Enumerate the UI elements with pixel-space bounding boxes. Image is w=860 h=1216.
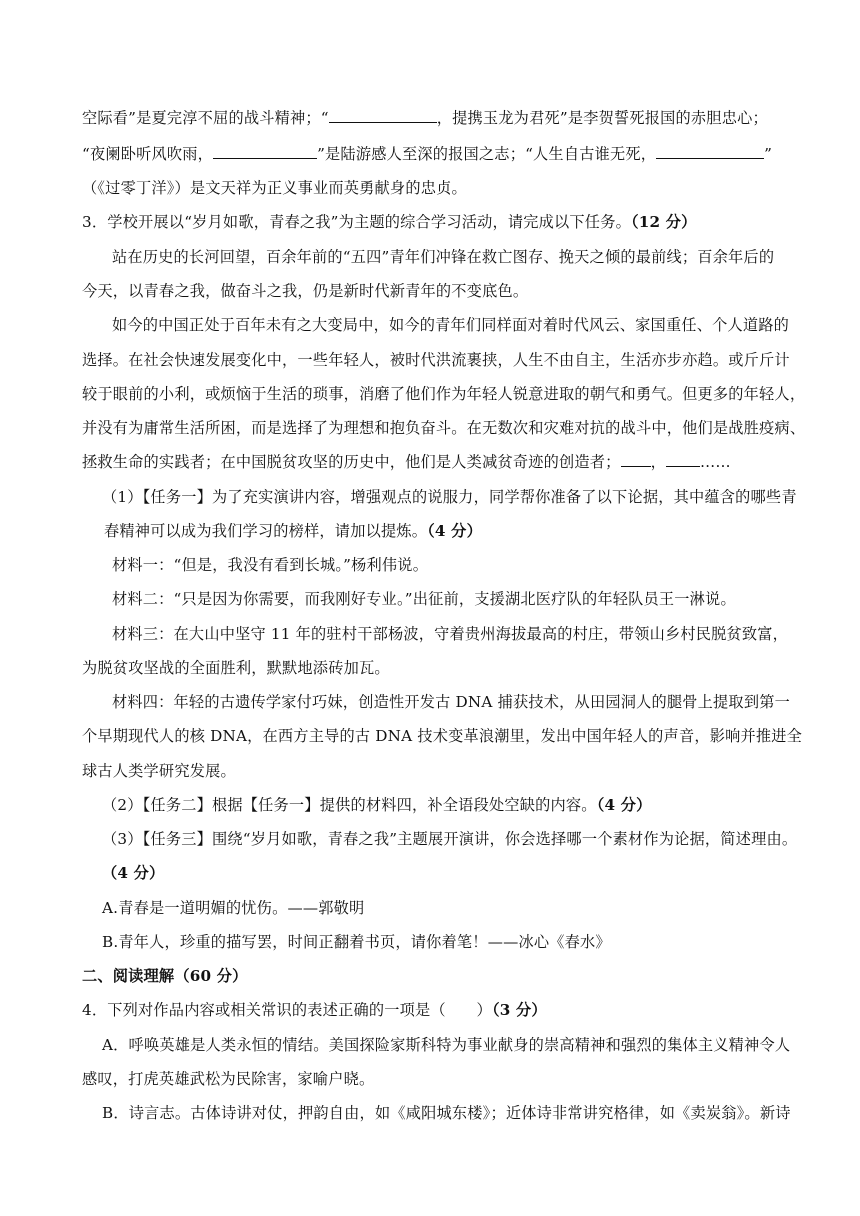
task-2 <box>102 795 652 815</box>
q4-option-b-line-1: B．诗言志。古体诗讲对仗，押韵自由，如《咸阳城东楼》；近体诗非常讲究格律，如《卖炭翁》。新诗 <box>102 1104 791 1122</box>
material-1: 材料一：“但是，我没有看到长城。”杨利伟说。 <box>112 556 429 574</box>
fill-blank[interactable] <box>666 452 700 467</box>
question-4-stem <box>82 1000 547 1020</box>
paragraph-line: 较于眼前的小利，或烦恼于生活的琐事，消磨了他们作为年轻人锐意进取的朝气和勇气。但更多的年轻人， <box>82 385 806 403</box>
poem-line-1 <box>82 108 768 128</box>
material-3-line-2: 为脱贫攻坚战的全面胜利，默默地添砖加瓦。 <box>82 659 390 677</box>
text: 空际看”是夏完淳不屈的战斗精神；“ <box>82 109 329 127</box>
paragraph-line: 选择。在社会快速发展变化中，一些年轻人，被时代洪流裹挟，人生不由自主，生活亦步亦趋。或斤斤计 <box>82 351 790 369</box>
fill-blank[interactable] <box>213 144 317 159</box>
paragraph-line: 并没有为庸常生活所困，而是选择了为理想和抱负奋斗。在无数次和灾难对抗的战斗中，他们是战胜疫病、 <box>82 419 806 437</box>
text: ” <box>764 145 773 163</box>
option-a: A.青春是一道明媚的忧伤。——郭敬明 <box>102 899 365 917</box>
material-4-line-3: 球古人类学研究发展。 <box>82 762 236 780</box>
text: 4．下列对作品内容或相关常识的表述正确的一项是（ ） <box>82 1001 492 1019</box>
q4-option-a-line-1: A．呼唤英雄是人类永恒的情结。美国探险家斯科特为事业献身的崇高精神和强烈的集体主义精神令人 <box>102 1036 791 1054</box>
option-b: B.青年人，珍重的描写罢，时间正翻着书页，请你着笔！——冰心《春水》 <box>102 933 611 951</box>
text: 拯救生命的实践者；在中国脱贫攻坚的历史中，他们是人类减贫奇迹的创造者； <box>82 453 621 471</box>
paragraph-line: 今天，以青春之我，做奋斗之我，仍是新时代新青年的不变底色。 <box>82 282 529 300</box>
paragraph-line <box>82 452 731 472</box>
paragraph-line: 如今的中国正处于百年未有之大变局中，如今的青年们同样面对着时代风云、家国重任、个人道路的 <box>112 316 790 334</box>
material-3-line-1: 材料三：在大山中坚守 11 年的驻村干部杨波，守着贵州海拔最高的村庄，带领山乡村民脱贫致富， <box>112 625 789 643</box>
text: （2）【任务二】根据【任务一】提供的材料四，补全语段处空缺的内容。 <box>102 796 597 814</box>
task-1-line-1: （1）【任务一】为了充实演讲内容，增强观点的说服力，同学帮你准备了以下论据，其中蕴含的哪些青 <box>102 488 797 506</box>
material-2: 材料二：“只是因为你需要，而我刚好专业。”出征前，支援湖北医疗队的年轻队员王一淋说。 <box>112 590 736 608</box>
text: ， <box>650 453 666 471</box>
text: 春精神可以成为我们学习的榜样，请加以提炼。 <box>104 522 428 540</box>
paragraph-line: 站在历史的长河回望，百余年前的“五四”青年们冲锋在救亡图存、挽天之倾的最前线；百余年后的 <box>112 248 775 266</box>
score: （12 分） <box>630 213 697 231</box>
text: ”是陆游感人至深的报国之志；“人生自古谁无死， <box>317 145 657 163</box>
task-1-line-2 <box>104 521 482 541</box>
score: （3 分） <box>491 1001 547 1019</box>
fill-blank[interactable] <box>329 108 437 123</box>
text: 3．学校开展以“岁月如歌，青春之我”为主题的综合学习活动，请完成以下任务。 <box>82 213 631 231</box>
poem-line-3: （《过零丁洋》）是文天祥为正义事业而英勇献身的忠贞。 <box>82 179 467 197</box>
score: （4 分） <box>596 796 652 814</box>
q4-option-a-line-2: 感叹，打虎英雄武松为民除害，家喻户晓。 <box>82 1070 375 1088</box>
task-3: （3）【任务三】围绕“岁月如歌，青春之我”主题展开演讲，你会选择哪一个素材作为论据，简述理由。 <box>102 830 798 848</box>
text: “夜阑卧听风吹雨， <box>82 145 214 163</box>
poem-line-2 <box>82 144 772 164</box>
fill-blank[interactable] <box>621 452 651 467</box>
text: …… <box>699 453 731 471</box>
material-4-line-2: 个早期现代人的核 DNA，在西方主导的古 DNA 技术变革浪潮里，发出中国年轻人的声音，影响并推进全 <box>82 727 803 745</box>
question-3-stem <box>82 212 697 232</box>
text: ，提携玉龙为君死”是李贺誓死报国的赤胆忠心； <box>436 109 768 127</box>
section-heading: 二、阅读理解（60 分） <box>82 967 248 985</box>
score: （4 分） <box>427 522 482 540</box>
task-3-score: （4 分） <box>102 864 165 882</box>
material-4-line-1: 材料四：年轻的古遗传学家付巧妹，创造性开发古 DNA 捕获技术，从田园洞人的腿骨上提取到第一 <box>112 693 790 711</box>
fill-blank[interactable] <box>656 144 764 159</box>
